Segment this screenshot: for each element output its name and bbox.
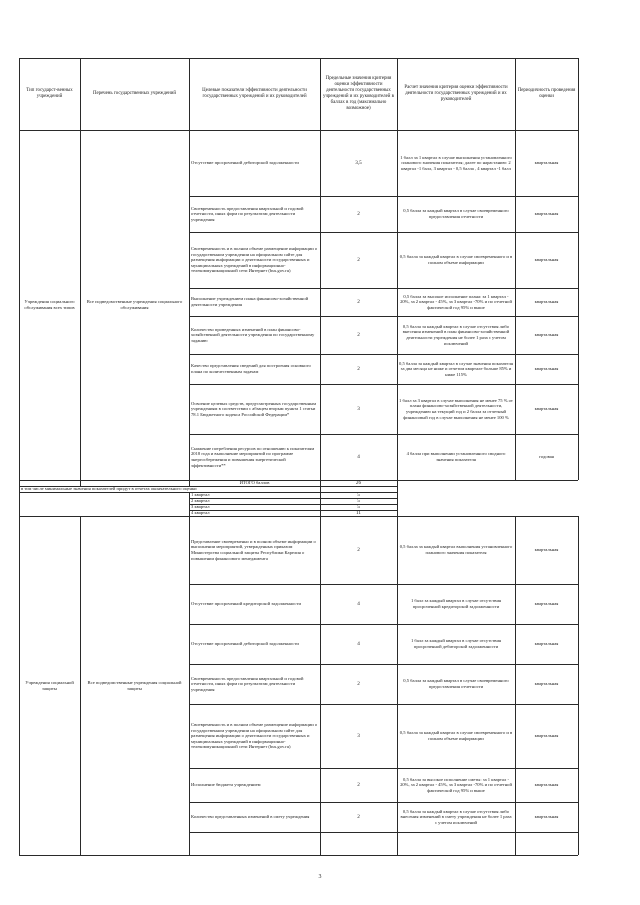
indicator-cell: Отсутствие просроченной кредиторской задолженности <box>191 601 301 607</box>
max-points-cell: 2 <box>357 680 360 687</box>
table-border <box>189 434 578 435</box>
period-cell: годовая <box>539 454 554 460</box>
table-border <box>19 58 578 59</box>
calc-cell: 4 балла при выполнении установленного сводного значения показателя <box>406 451 506 462</box>
table-border <box>189 584 578 585</box>
table-border <box>19 130 578 131</box>
table-border <box>397 58 398 855</box>
indicator-cell: Отсутствие просроченной дебиторской задолженности <box>191 160 299 166</box>
section2-list: Все подведомственные учреждения социальной защиты <box>87 679 182 691</box>
max-points-cell: 4 <box>357 453 360 460</box>
header-indicators: Целевые показатели эффективности деятельности государственных учреждений и их руководителей <box>202 88 307 99</box>
table-border <box>19 855 578 856</box>
table-border <box>515 58 516 480</box>
period-cell: квартальная <box>534 814 559 820</box>
table-border <box>19 480 578 481</box>
calc-cell: 0,5 балла за каждый квартал в случае своевременного предоставления отчетности <box>403 208 509 219</box>
indicator-cell: Своевременность и в полном объеме размещение информации о государственном учреждении на официальном сайте для размещения информации о деятельности государственных и муниципальных учреждений в информационно-телекоммуникационной сети Интернет (bus.gov.ru) <box>191 722 318 750</box>
total-label: ИТОГО баллов <box>239 480 270 486</box>
indicator-cell: Представление своевременно и в полном объеме информации о выполнении мероприятий, утвержденных приказом Министерства социальной защиты Республики Карелия о повышении финансового менеджмента <box>191 538 316 561</box>
table-border <box>189 384 578 385</box>
table-border <box>80 516 81 855</box>
quarter-value: 5 <box>357 492 360 498</box>
table-border <box>189 58 190 486</box>
table-border <box>578 516 579 855</box>
calc-cell: 0,5 балла за каждый квартал в случае своевременного предоставления отчетности <box>403 678 509 689</box>
calc-cell: 0,5 балла за высокое исполнение плана: за 1 квартал - 20%, за 2 квартал - 45%, за 3 квартал -70% и по отчетной фактической год 95% и выше <box>400 293 512 310</box>
indicator-cell: Снижение потребления ресурсов по отношению к показателям 2018 года и выполнение мероприятий по программе энергосбережения и повышения энергетической эффективности** <box>191 445 315 468</box>
table-border <box>19 486 397 487</box>
indicator-cell: Освоение целевых средств, предусмотренных государственным учреждениям в соответствии с абзацем вторым пункта 1 статьи 78.1 Бюджетного кодекса Российской Федерации* <box>191 400 317 417</box>
quarter-value: 5 <box>357 504 360 510</box>
max-points-cell: 2 <box>357 298 360 305</box>
table-border <box>189 624 578 625</box>
max-points-cell: 3 <box>357 405 360 412</box>
period-cell: квартальная <box>534 681 559 687</box>
calc-cell: 0,5 балла за каждый квартал в случае отсутствия либо внесения изменений в план финансово-хозяйственной деятельности учреждения не более 1 раза с учетом исключений <box>402 323 510 346</box>
period-cell: квартальная <box>534 782 559 788</box>
calc-cell: 0,5 балла за каждый квартал в случае отсутствия либо внесения изменений в смету учреждения не более 1 раза с учетом исключений <box>400 808 512 825</box>
quarter-label: 1 квартал <box>191 492 210 497</box>
period-cell: квартальная <box>534 601 559 607</box>
page-number: 3 <box>318 874 322 880</box>
indicator-cell: Исполнение бюджета учреждением <box>191 782 261 788</box>
table-border <box>189 704 578 705</box>
total-value: 26 <box>355 480 362 486</box>
period-cell: квартальная <box>534 733 559 739</box>
calc-cell: 0,5 балла за каждый квартал выполнения установленного планового значения показателя <box>399 544 513 555</box>
max-points-cell: 2 <box>357 813 360 820</box>
table-border <box>189 288 578 289</box>
max-points-cell: 2 <box>357 210 360 217</box>
max-points-cell: 2 <box>357 546 360 553</box>
period-cell: квартальная <box>534 332 559 338</box>
quarter-value: 5 <box>357 498 360 504</box>
max-points-cell: 2 <box>357 365 360 372</box>
max-points-cell: 4 <box>357 640 360 647</box>
section2-type: Учреждения социальной защиты <box>25 679 74 691</box>
table-border <box>578 58 579 480</box>
max-points-cell: 2 <box>357 781 360 788</box>
max-points-cell: 2 <box>357 256 360 263</box>
table-border <box>189 510 397 511</box>
quarter-value: 11 <box>356 510 361 516</box>
period-cell: квартальная <box>534 211 559 217</box>
section1-list: Все подведомственные учреждения социального обслуживания <box>86 299 183 310</box>
calc-cell: 0,5 балла за каждый квартал в случае значения показателя за два месяца не ниже и отчетом квартале больше 85% и ниже 115% <box>399 360 513 377</box>
quarter-label: 2 квартал <box>191 498 210 503</box>
indicator-cell: Своевременность и в полном объеме размещение информации о государственном учреждении на официальном сайте для размещения информации о деятельности государственных и муниципальных учреждений в информационно-телекоммуникационной сети Интернет (bus.gov.ru) <box>191 246 318 274</box>
period-cell: квартальная <box>534 257 559 263</box>
table-border <box>189 504 397 505</box>
indicator-cell: Количество проведенных изменений в план финансово-хозяйственной деятельности учреждения по государственному заданию <box>191 326 315 343</box>
table-border <box>189 832 578 833</box>
table-border <box>19 58 20 855</box>
calc-cell: 1 балл за 1 квартал в случае выполнения установленного планового значения показателя; далее по нарастанию: 2 квартал -1 балл, 3 квартал - 0,5 балла , 4 квартал -1 балл <box>400 154 512 171</box>
header-calc: Расчет значения критерия оценки эффективности деятельности государственных учреждений и их руководителей <box>404 85 508 102</box>
table-border <box>320 58 321 855</box>
table-border <box>189 664 578 665</box>
quarter-label: 4 квартал <box>191 510 210 515</box>
table-border <box>189 354 578 355</box>
quarter-label: 3 квартал <box>191 504 210 509</box>
indicator-cell: Отсутствие просроченной дебиторской задолженности <box>191 641 299 647</box>
header-type: Тип государст-венных учреждений <box>26 88 73 99</box>
quarter-note: в том числе минимальные значения показателей придут в отчетах окончательного оценки <box>21 486 197 491</box>
max-points-cell: 4 <box>357 600 360 607</box>
table-border <box>189 492 190 855</box>
header-list: Перечень государственных учреждений <box>92 91 177 96</box>
table-border <box>19 516 578 517</box>
header-period: Периодичность проведения оценки <box>517 88 576 99</box>
table-border <box>19 492 397 493</box>
indicator-cell: Выполнение учреждением плана финансово-хозяйственной деятельности учреждения <box>191 296 309 307</box>
period-cell: квартальная <box>534 299 559 305</box>
table-border <box>189 316 578 317</box>
header-max: Предельные значения критерия оценки эффективности деятельности государственных учреждений и их руководителей в баллах в год (максимально возможное) <box>323 76 394 111</box>
calc-cell: 1 балл за каждый квартал в случае отсутствия просроченной дебиторской задолженности <box>410 638 502 649</box>
calc-cell: 0,5 балла за каждый квартал в случае своевременного и в полном объеме информации <box>399 254 513 265</box>
period-cell: квартальная <box>534 366 559 372</box>
table-border <box>515 516 516 855</box>
calc-cell: 0,5 балла за каждый квартал в случае своевременного и в полном объеме информации <box>399 730 513 741</box>
table-border <box>189 802 578 803</box>
indicator-cell: Своевременность предоставления квартальной и годовой отчетности, иных форм по результатам деятельности учреждения <box>191 205 304 222</box>
table-border <box>189 768 578 769</box>
table-border <box>80 58 81 486</box>
table-border <box>189 498 397 499</box>
table-border <box>189 196 578 197</box>
period-cell: квартальная <box>534 406 559 412</box>
section1-type: Учреждения социального обслуживания всех типов <box>24 299 75 310</box>
table-border <box>189 232 578 233</box>
max-points-cell: 2 <box>357 331 360 338</box>
max-points-cell: 3 <box>357 732 360 739</box>
period-cell: квартальная <box>534 547 559 553</box>
indicator-cell: Своевременность предоставления квартальной и годовой отчетности, иных форм по результатам деятельности учреждения <box>191 675 304 692</box>
calc-cell: 1 балл за каждый квартал в случае отсутствия просроченной кредиторской задолженности <box>410 598 502 609</box>
calc-cell: 0,5 балла за высокое исполнение сметы: за 1 квартал - 20%, за 2 квартал - 45%, за 3 квартал -70% и по отчетной фактической год 95% и выше <box>400 776 512 793</box>
indicator-cell: Качество представления сведений для построения основного плана по количественным задачам <box>191 363 311 374</box>
max-points-cell: 3,5 <box>355 159 362 166</box>
indicator-cell: Количество представленных изменений в смету учреждения <box>191 814 310 820</box>
calc-cell: 1 балл за 3 квартал в случае выполнения не менее 75 % от плана финансово-хозяйственной деятельности, учреждению на текущий год и 2 балла за отчетный финансовый год в случае выполнения не менее 100 % <box>399 397 513 420</box>
period-cell: квартальная <box>534 641 559 647</box>
period-cell: квартальная <box>534 160 559 166</box>
